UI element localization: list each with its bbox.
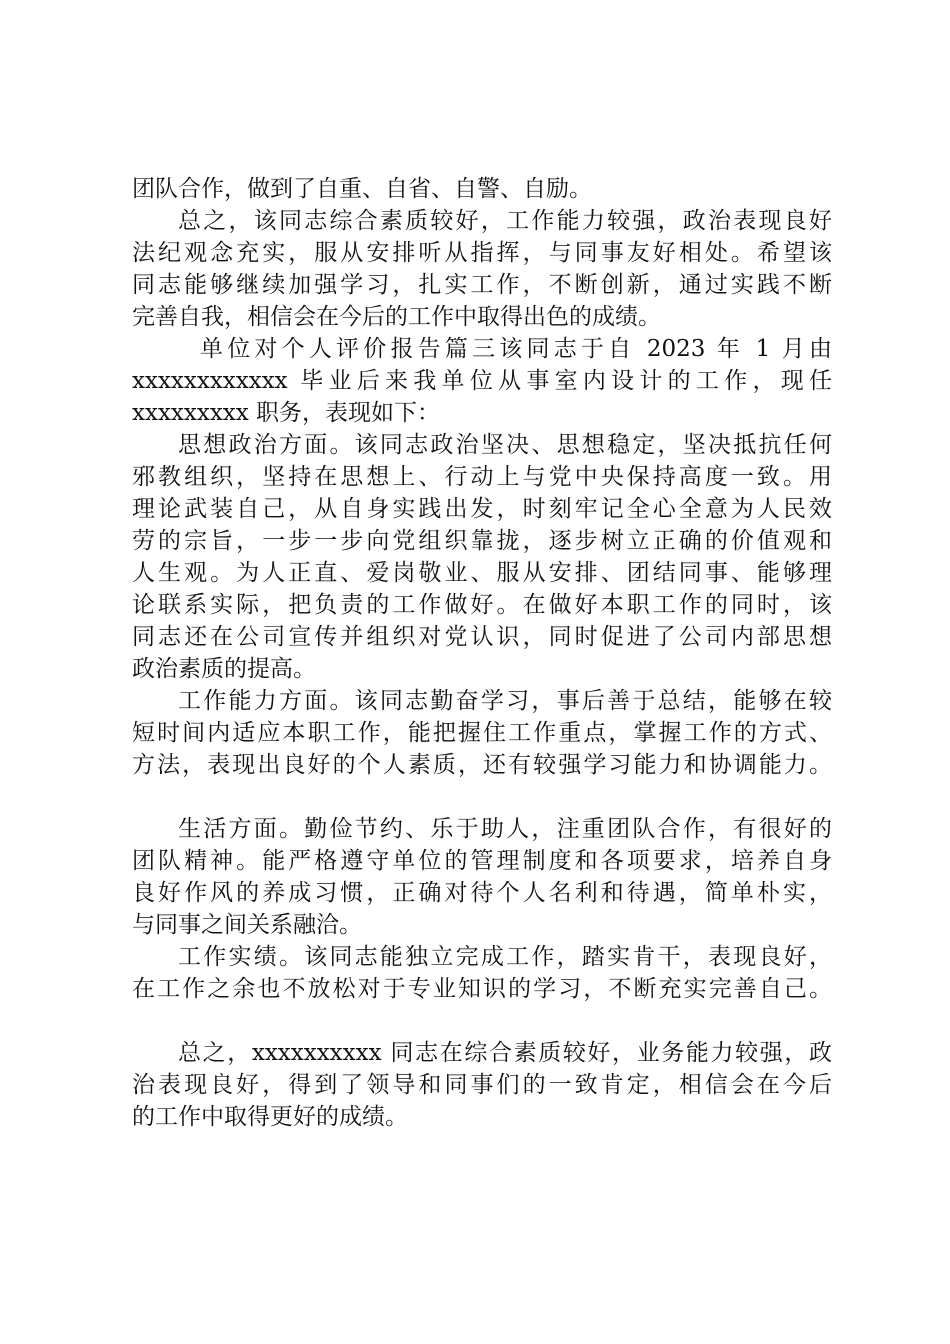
text-line-4: 同志能够继续加强学习，扎实工作，不断创新，通过实践不断 <box>132 272 832 298</box>
text-line-27: 治表现良好，得到了领导和同事们的一致肯定，相信会在今后 <box>132 1072 832 1098</box>
text-line-7: xxxxxxxxxxxx 毕业后来我单位从事室内设计的工作，现任 <box>132 368 832 394</box>
text-line-16: 政治素质的提高。 <box>132 656 316 682</box>
text-line-24: 工作实绩。该同志能独立完成工作，踏实肯干，表现良好， <box>178 944 832 970</box>
text-line-2: 总之，该同志综合素质较好，工作能力较强，政治表现良好 <box>178 208 832 234</box>
text-line-20: 生活方面。勤俭节约、乐于助人，注重团队合作，有很好的 <box>178 816 832 842</box>
text-line-10: 邪教组织，坚持在思想上、行动上与党中央保持高度一致。用 <box>132 464 832 490</box>
text-line-25: 在工作之余也不放松对于专业知识的学习，不断充实完善自己。 <box>132 976 832 1002</box>
text-line-12: 劳的宗旨，一步一步向党组织靠拢，逐步树立正确的价值观和 <box>132 528 832 554</box>
text-line-19: 方法，表现出良好的个人素质，还有较强学习能力和协调能力。 <box>132 752 832 778</box>
text-line-28: 的工作中取得更好的成绩。 <box>132 1104 408 1130</box>
text-line-5: 完善自我，相信会在今后的工作中取得出色的成绩。 <box>132 304 661 330</box>
text-line-26: 总之，xxxxxxxxxx 同志在综合素质较好，业务能力较强，政 <box>178 1040 832 1066</box>
text-line-13: 人生观。为人正直、爱岗敬业、服从安排、团结同事、能够理 <box>132 560 832 586</box>
text-line-18: 短时间内适应本职工作，能把握住工作重点，掌握工作的方式、 <box>132 720 832 746</box>
text-line-3: 法纪观念充实，服从安排听从指挥，与同事友好相处。希望该 <box>132 240 832 266</box>
text-line-21: 团队精神。能严格遵守单位的管理制度和各项要求，培养自身 <box>132 848 832 874</box>
text-line-6: 单位对个人评价报告篇三该同志于自 2023 年 1 月由 <box>200 336 832 362</box>
text-line-8: xxxxxxxxx 职务，表现如下： <box>132 400 441 426</box>
text-line-23: 与同事之间关系融洽。 <box>132 912 362 938</box>
text-line-1: 团队合作，做到了自重、自省、自警、自励。 <box>132 176 592 202</box>
text-line-14: 论联系实际，把负责的工作做好。在做好本职工作的同时，该 <box>132 592 832 618</box>
text-line-22: 良好作风的养成习惯，正确对待个人名利和待遇，简单朴实， <box>132 880 832 906</box>
text-line-11: 理论武装自己，从自身实践出发，时刻牢记全心全意为人民效 <box>132 496 832 522</box>
text-line-9: 思想政治方面。该同志政治坚决、思想稳定，坚决抵抗任何 <box>178 432 832 458</box>
text-line-17: 工作能力方面。该同志勤奋学习，事后善于总结，能够在较 <box>178 688 832 714</box>
text-line-15: 同志还在公司宣传并组织对党认识，同时促进了公司内部思想 <box>132 624 832 650</box>
